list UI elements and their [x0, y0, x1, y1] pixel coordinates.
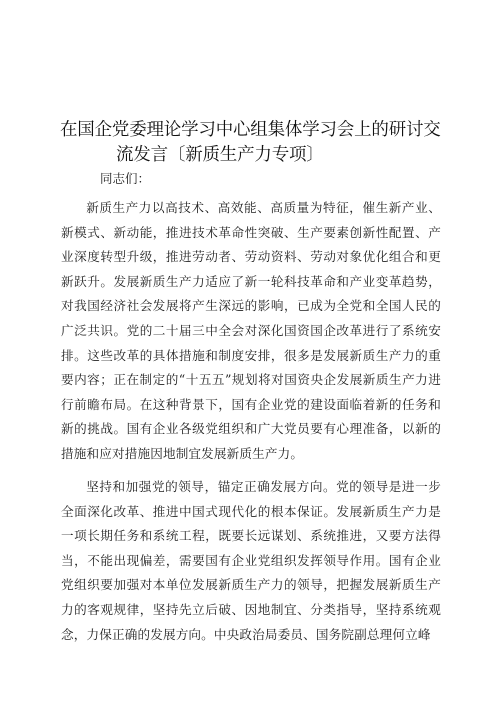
paragraph: 坚持和加强党的领导，锚定正确发展方向。党的领导是进一步全面深化改革、推进中国式现代化的根本保证。发展新质生产力是一项长期任务和系统工程，既要长远谋划、系统推进，又要方法得当，不能出现偏差，需要国有企业党组织发挥领导作用。国有企业党组织要加强对本单位发展新质生产力的领导，把握发展新质生产力的客观规律，坚持先立后破、因地制宜、分类指导，坚持系统观念，力保正确的发展方向。中央政治局委员、国务院副总理何立峰	[61, 479, 441, 642]
salutation: 同志们：	[100, 171, 151, 186]
title-line-2: 流发言〔新质生产力专项〕	[116, 145, 324, 165]
document-title	[60, 118, 440, 168]
paragraph: 新质生产力以高技术、高效能、高质量为特征，催生新产业、新模式、新动能，推进技术革命性突破、生产要素创新性配置、产业深度转型升级，推进劳动者、劳动资料、劳动对象优化组合和更新跃升。发展新质生产力适应了新一轮科技革命和产业变革趋势，对我国经济社会发展将产生深远的影响，已成为全党和全国人民的广泛共识。党的二十届三中全会对深化国资国企改革进行了系统安排。这些改革的具体措施和制度安排，很多是发展新质生产力的重要内容；正在制定的“十五五”规划将对国资央企发展新质生产力进行前瞻布局。在这种背景下，国有企业党的建设面临着新的任务和新的挑战。国有企业各级党组织和广大党员要有心理准备，以新的措施和应对措施因地制宜发展新质生产力。	[61, 200, 441, 461]
title-line-1: 在国企党委理论学习中心组集体学习会上的研讨交	[60, 120, 441, 140]
